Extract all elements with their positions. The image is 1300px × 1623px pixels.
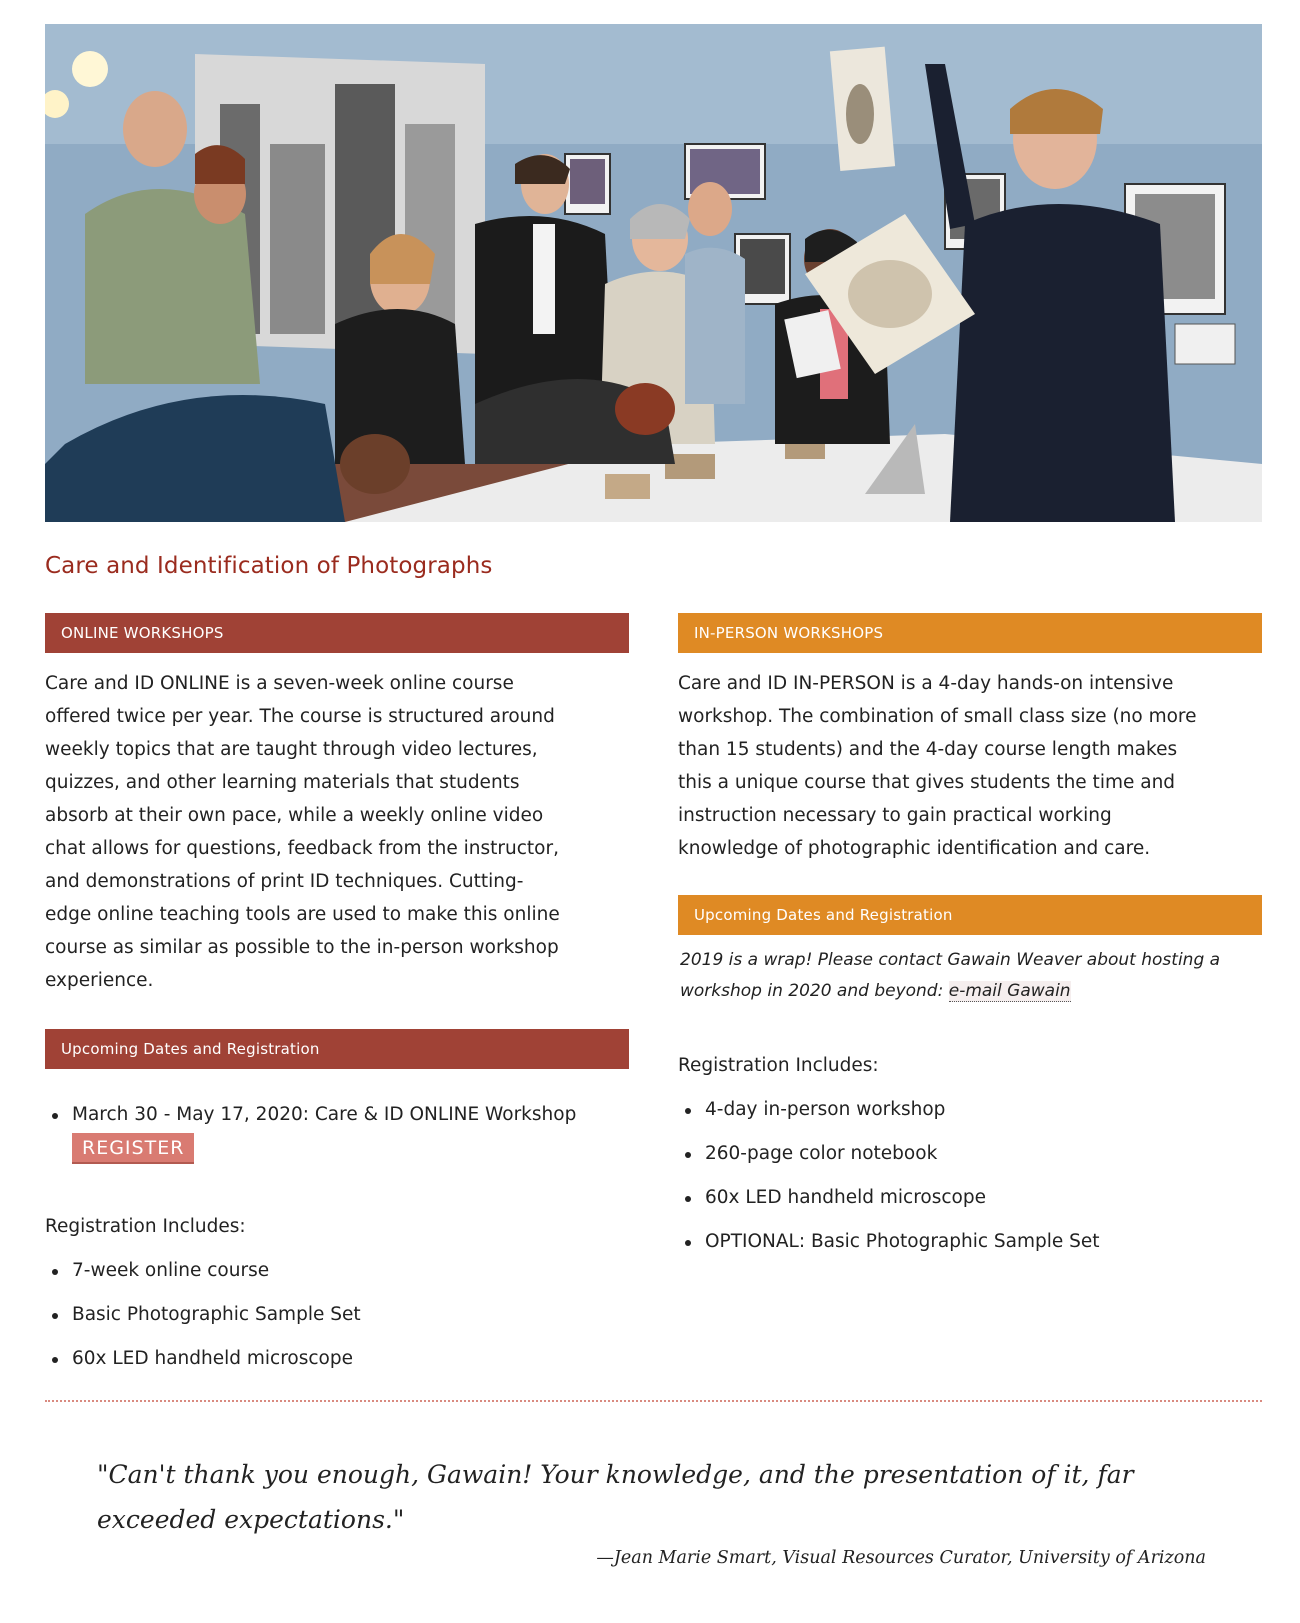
online-workshops-header: ONLINE WORKSHOPS [45,613,629,653]
list-item: OPTIONAL: Basic Photographic Sample Set [678,1230,1262,1274]
list-item [45,1103,629,1164]
inperson-dates-header: Upcoming Dates and Registration [678,895,1262,935]
list-item: 7-week online course [45,1259,629,1303]
online-dates-list [45,1103,629,1164]
inperson-workshops-section [678,613,1262,1274]
inperson-notice-text: 2019 is a wrap! Please contact Gawain Weaver about hosting a workshop in 2020 and beyond: [680,950,1221,1001]
online-description: Care and ID ONLINE is a seven-week online course offered twice per year. The course is structured around weekly topics that are taught through video lectures, quizzes, and other learning materials that students absorb at their own pace, while a weekly online video chat allows for questions, feedback from the instructor, and demonstrations of print ID techniques. Cutting-edge online teaching tools are used to make this online course as similar as possible to the in-person workshop experience. [45,673,560,991]
inperson-notice [680,945,1250,1007]
online-dates-header: Upcoming Dates and Registration [45,1029,629,1069]
testimonial-attribution: —Jean Marie Smart, Visual Resources Curator, University of Arizona [596,1548,1206,1568]
email-gawain-link[interactable]: e-mail Gawain [948,981,1071,1001]
online-includes-heading: Registration Includes: [45,1216,246,1237]
inperson-workshops-header: IN-PERSON WORKSHOPS [678,613,1262,653]
online-date-text: March 30 - May 17, 2020: Care & ID ONLINE Workshop [72,1104,577,1125]
list-item: 260-page color notebook [678,1142,1262,1186]
list-item: 60x LED handheld microscope [678,1186,1262,1230]
inperson-includes-list [678,1098,1262,1274]
list-item: 60x LED handheld microscope [45,1347,629,1391]
inperson-description: Care and ID IN-PERSON is a 4-day hands-on intensive workshop. The combination of small class size (no more than 15 students) and the 4-day course length makes this a unique course that gives students the time and instruction necessary to gain practical working knowledge of photographic identification and care. [678,673,1197,859]
list-item: Basic Photographic Sample Set [45,1303,629,1347]
section-divider [45,1400,1262,1402]
testimonial-quote: "Can't thank you enough, Gawain! Your knowledge, and the presentation of it, far exceeded expectations." [97,1460,1134,1534]
list-item: 4-day in-person workshop [678,1098,1262,1142]
inperson-includes-heading: Registration Includes: [678,1055,879,1076]
hero-photo [45,24,1262,522]
page-title: Care and Identification of Photographs [45,553,493,579]
online-includes-list [45,1259,629,1391]
workshop-photo-illustration [45,24,1262,522]
online-workshops-section [45,613,629,1391]
register-button[interactable]: REGISTER [72,1133,194,1164]
